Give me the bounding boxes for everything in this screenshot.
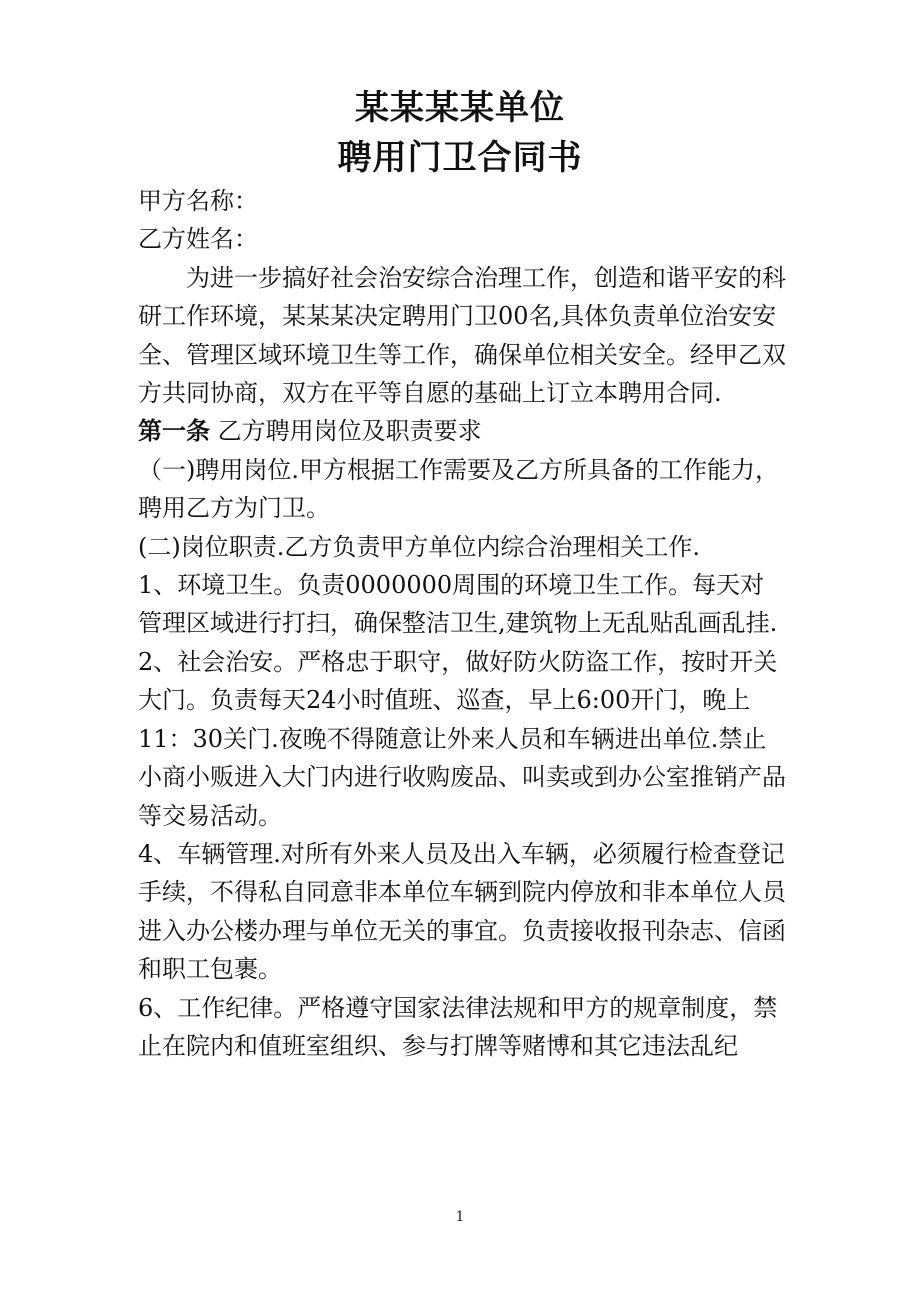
article-1-title: 乙方聘用岗位及职责要求 — [210, 417, 482, 446]
item-environment: 1、环境卫生。负责0000000周围的环境卫生工作。每天对管理区域进行打扫，确保整洁卫生,建筑物上无乱贴乱画乱挂. — [138, 571, 778, 638]
item-vehicles: 4、车辆管理.对所有外来人员及出入车辆，必须履行检查登记手续，不得私自同意非本单位车辆到院内停放和非本单位人员进入办公楼办理与单位无关的事宜。负责接收报刊杂志、信函和职工包裹。 — [138, 839, 786, 984]
clause-position: （一)聘用岗位.甲方根据工作需要及乙方所具备的工作能力，聘用乙方为门卫。 — [138, 455, 779, 523]
page-number: 1 — [455, 1209, 465, 1225]
party-a-line: 甲方名称： — [138, 187, 258, 215]
document-title-org: 某某某某单位 — [355, 88, 565, 128]
item-discipline: 6、工作纪律。严格遵守国家法律法规和甲方的规章制度，禁止在院内和值班室组织、参与打牌等赌博和其它违法乱纪 — [138, 993, 778, 1060]
article-1-label: 第一条 — [138, 417, 210, 446]
document-title-contract: 聘用门卫合同书 — [337, 138, 583, 178]
item-security: 2、社会治安。严格忠于职守，做好防火防盗工作，按时开关大门。负责每天24小时值班、巡查，早上6:00开门，晚上11：30关门.夜晚不得随意让外来人员和车辆进出单位.禁止小商小贩进入大门内进行收购废品、叫卖或到办公室推销产品等交易活动。 — [138, 647, 786, 830]
intro-paragraph: 为进一步搞好社会治安综合治理工作，创造和谐平安的科研工作环境，某某某决定聘用门卫00名,具体负责单位治安安全、管理区域环境卫生等工作，确保单位相关安全。经甲乙双方共同协商，双方在平等自愿的基础上订立本聘用合同. — [138, 263, 786, 408]
document-body — [138, 182, 788, 1065]
party-b-line: 乙方姓名： — [138, 225, 258, 254]
clause-duties: (二)岗位职责.乙方负责甲方单位内综合治理相关工作. — [138, 532, 700, 561]
article-1-heading — [138, 412, 788, 450]
